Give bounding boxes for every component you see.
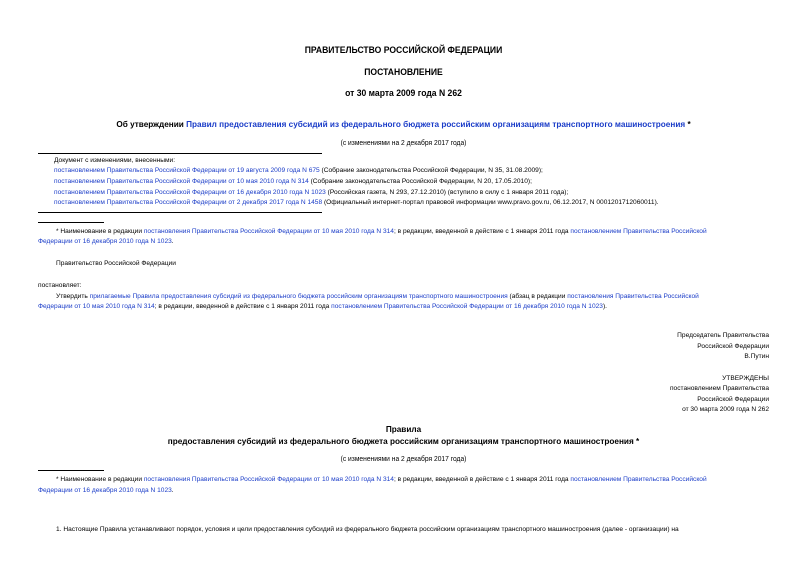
divider-bottom [38,212,322,213]
footnote-rule [38,470,104,471]
footnote-line: Федерации от 16 декабря 2010 года N 1023. [38,487,174,494]
footnote-link[interactable]: Федерации от 16 декабря 2010 года N 1023 [38,238,172,245]
decree-link[interactable]: постановления Правительства Российской [567,293,699,300]
signature-position: Председатель Правительства [677,332,769,339]
decree-link[interactable]: Федерации от 10 мая 2010 года N 314 [38,303,155,310]
amendment-link[interactable]: постановлением Правительства Российской Федерации от 2 декабря 2017 года N 1458 [54,199,323,206]
signature-name: В.Путин [744,353,769,360]
title-suffix: * [685,119,691,129]
decree-link[interactable]: постановлением Правительства Российской Федерации от 16 декабря 2010 года N 1023 [331,303,603,310]
footnote-link[interactable]: постановления Правительства Российской Федерации от 10 мая 2010 года N 314 [143,228,394,235]
signature-org: Российской Федерации [697,343,769,350]
attached-link[interactable]: прилагаемые [89,293,131,300]
amendment-item: постановлением Правительства Российской Федерации от 16 декабря 2010 года N 1023 (Российская газета, N 293, 27.12.2010) (вступило в силу с 1 января 2011 года); [54,189,569,196]
amendment-item: постановлением Правительства Российской Федерации от 2 декабря 2017 года N 1458 (Официальный интернет-портал правовой информации www.pravo.gov.ru, 06.12.2017, N 0001201712060011). [54,199,659,206]
footnote-line: * Наименование в редакции постановления Правительства Российской Федерации от 10 мая 2010 года N 314; в редакции, введенной в действие с 1 января 2011 года постановлением Правительства Российской [56,228,707,235]
document-date: от 30 марта 2009 года N 262 [345,88,462,98]
point-1: 1. Настоящие Правила устанавливают порядок, условия и цели предоставления субсидий из федерального бюджета российским организациям транспортного машиностроения (далее - организации) на [56,526,679,533]
government-heading: ПРАВИТЕЛЬСТВО РОССИЙСКОЙ ФЕДЕРАЦИИ [304,45,503,55]
amendment-item: постановлением Правительства Российской Федерации от 10 мая 2010 года N 314 (Собрание законодательства Российской Федерации, N 20, 17.05.2010); [54,178,532,185]
changes-note: (с изменениями на 2 декабря 2017 года) [340,140,467,147]
approved-line: Российской Федерации [697,396,769,403]
rules-changes-note: (с изменениями на 2 декабря 2017 года) [340,456,467,463]
title-link[interactable]: Правил предоставления субсидий из федерального бюджета российским организациям транспортного машиностроения [186,119,686,129]
approved-line: от 30 марта 2009 года N 262 [682,406,769,413]
document-kind: ПОСТАНОВЛЕНИЕ [364,67,443,77]
footnote-link[interactable]: Федерации от 16 декабря 2010 года N 1023 [38,487,172,494]
footnote-link[interactable]: постановления Правительства Российской Федерации от 10 мая 2010 года N 314 [143,476,394,483]
decides-label: постановляет: [38,282,82,289]
title-prefix: Об утверждении [116,119,187,129]
divider-top [38,153,322,154]
amendment-link[interactable]: постановлением Правительства Российской Федерации от 19 августа 2009 года N 675 [54,167,320,174]
rules-subtitle: предоставления субсидий из федерального бюджета российским организациям транспортного машиностроения * [167,436,640,446]
amendments-intro: Документ с изменениями, внесенными: [54,157,176,164]
amendment-link[interactable]: постановлением Правительства Российской Федерации от 16 декабря 2010 года N 1023 [54,189,326,196]
footnote-link[interactable]: постановлением Правительства Российской [570,228,707,235]
government-name: Правительство Российской Федерации [56,260,176,267]
footnote-rule [38,222,104,223]
decision-line: Утвердить прилагаемые Правила предоставления субсидий из федерального бюджета российским организациям транспортного машиностроения (абзац в редакции постановления Правительства Российской [56,293,699,300]
footnote-line: * Наименование в редакции постановления Правительства Российской Федерации от 10 мая 2010 года N 314; в редакции, введенной в действие с 1 января 2011 года постановлением Правительства Российской [56,476,707,483]
approved-label: УТВЕРЖДЕНЫ [722,375,769,382]
footnote-link[interactable]: постановлением Правительства Российской [570,476,707,483]
footnote-line: Федерации от 16 декабря 2010 года N 1023. [38,238,174,245]
decision-line: Федерации от 10 мая 2010 года N 314; в редакции, введенной в действие с 1 января 2011 года постановлением Правительства Российской Федерации от 16 декабря 2010 года N 1023). [38,303,608,310]
rules-link[interactable]: Правила предоставления субсидий из федерального бюджета российским организациям транспортного машиностроения [132,293,508,300]
amendment-item: постановлением Правительства Российской Федерации от 19 августа 2009 года N 675 (Собрание законодательства Российской Федерации, N 35, 31.08.2009); [54,167,543,174]
approved-line: постановлением Правительства [669,385,769,392]
rules-title: Правила [385,424,422,434]
document-title [18,119,789,129]
amendment-link[interactable]: постановлением Правительства Российской Федерации от 10 мая 2010 года N 314 [54,178,309,185]
